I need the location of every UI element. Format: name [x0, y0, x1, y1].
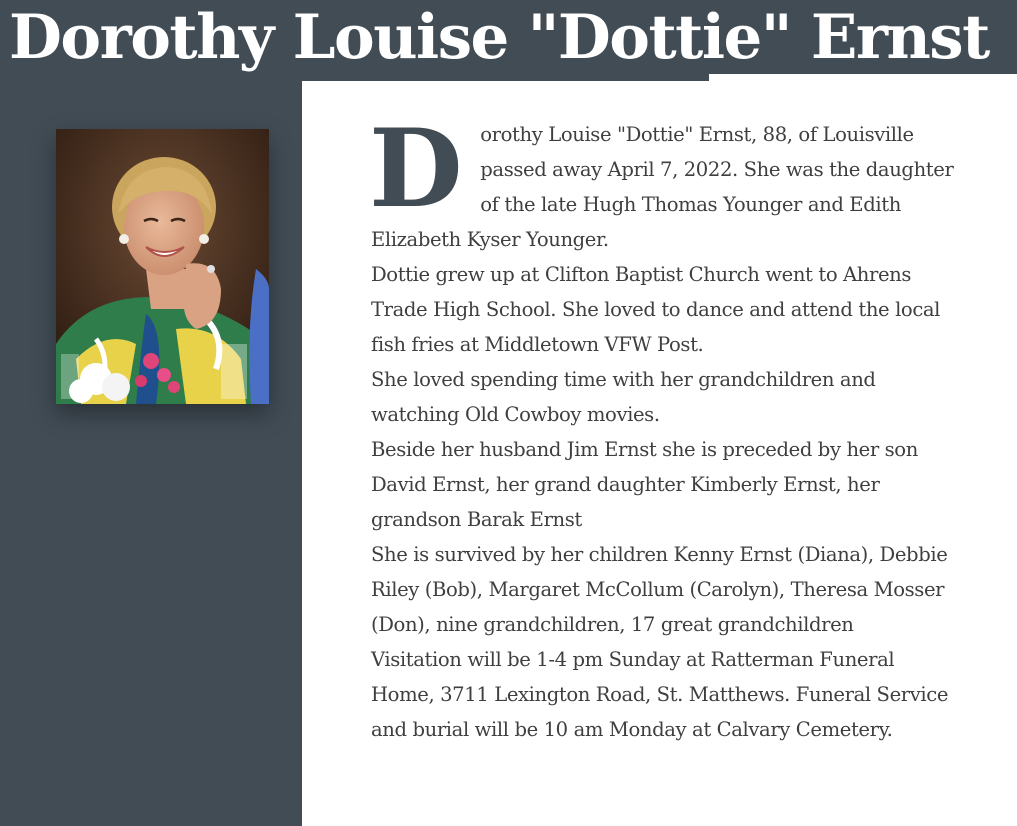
page-title: Dorothy Louise "Dottie" Ernst: [9, 2, 989, 73]
portrait-photo: [56, 129, 269, 404]
obituary-paragraph: Beside her husband Jim Ernst she is preceded by her son David Ernst, her grand daughter Kimberly Ernst, her grandson Barak Ernst: [371, 438, 918, 531]
paragraph-text: orothy Louise "Dottie" Ernst, 88, of Louisville passed away April 7, 2022. She was the daughter of the late Hugh Thomas Younger and Edith Elizabeth Kyser Younger.: [371, 123, 954, 251]
obituary-paragraph: Visitation will be 1-4 pm Sunday at Ratterman Funeral Home, 3711 Lexington Road, St. Matthews. Funeral Service and burial will be 10 am Monday at Calvary Cemetery.: [371, 648, 949, 741]
obituary-paragraph: Dottie grew up at Clifton Baptist Church went to Ahrens Trade High School. She loved to dance and attend the local fish fries at Middletown VFW Post.: [371, 263, 941, 356]
portrait-photo-icon: [56, 129, 269, 404]
obituary-paragraph: She loved spending time with her grandchildren and watching Old Cowboy movies.: [371, 368, 876, 426]
obituary-paragraph: She is survived by her children Kenny Ernst (Diana), Debbie Riley (Bob), Margaret McCollum (Carolyn), Theresa Mosser (Don), nine grandchildren, 17 great grandchildren: [371, 543, 948, 636]
obituary-text: [369, 106, 956, 747]
obituary-paragraph: [369, 106, 956, 257]
dropcap-letter: D: [369, 106, 463, 232]
panel-notch: [709, 74, 1017, 81]
